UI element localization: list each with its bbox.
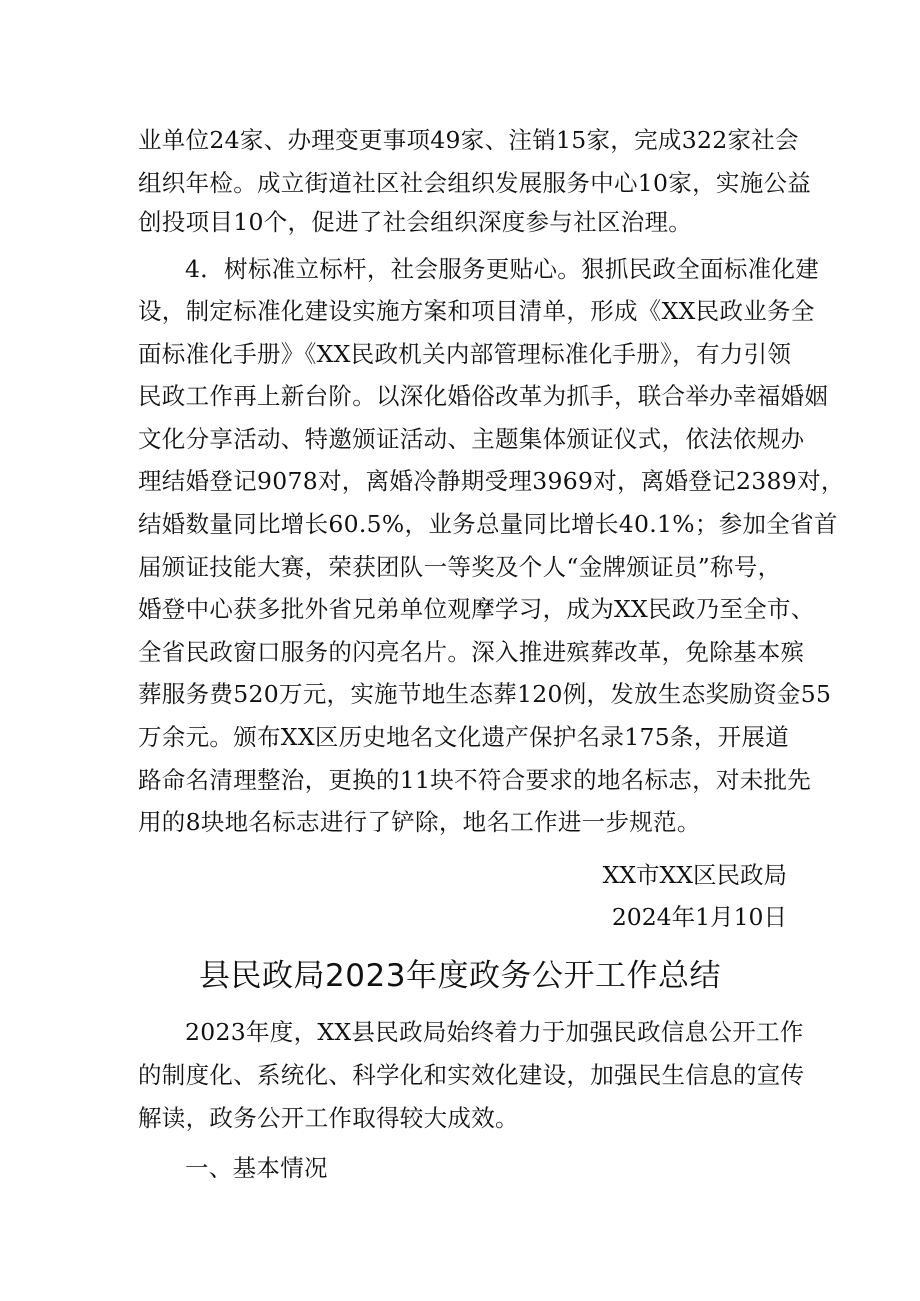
paragraph-line: 路命名清理整治，更换的11块不符合要求的地名标志，对未批先 xyxy=(138,766,812,794)
paragraph-line: 理结婚登记9078对，离婚冷静期受理3969对，离婚登记2389对， xyxy=(138,467,845,495)
paragraph-line: 结婚数量同比增长60.5%，业务总量同比增长40.1%；参加全省首 xyxy=(138,510,838,538)
paragraph-line: 面标准化手册》《XX民政机关内部管理标准化手册》，有力引领 xyxy=(138,340,792,368)
paragraph-line: 组织年检。成立街道社区社会组织发展服务中心10家，实施公益 xyxy=(138,169,812,197)
paragraph-line: 婚登中心获多批外省兄弟单位观摩学习，成为XX民政乃至全市、 xyxy=(138,595,815,623)
paragraph-line: 民政工作再上新台阶。以深化婚俗改革为抓手，联合举办幸福婚姻 xyxy=(138,382,829,410)
paragraph-line: 用的8块地名标志进行了铲除，地名工作进一步规范。 xyxy=(138,808,701,836)
paragraph-line: 业单位24家、办理变更事项49家、注销15家，完成322家社会 xyxy=(138,126,799,154)
signature-date: 2024年1月10日 xyxy=(611,903,787,931)
paragraph-line: 届颁证技能大赛，荣获团队一等奖及个人“金牌颁证员”称号， xyxy=(138,553,782,581)
section-heading: 一、基本情况 xyxy=(185,1154,328,1182)
paragraph-line: 全省民政窗口服务的闪亮名片。深入推进殡葬改革，免除基本殡 xyxy=(138,638,805,666)
signature-org: XX市XX区民政局 xyxy=(602,861,787,889)
paragraph-line: 葬服务费520万元，实施节地生态葬120例，发放生态奖励资金55 xyxy=(138,680,832,708)
paragraph-line: 设，制定标准化建设实施方案和项目清单，形成《XX民政业务全 xyxy=(138,297,815,325)
paragraph-line: 万余元。颁布XX区历史地名文化遗产保护名录175条，开展道 xyxy=(138,723,790,751)
paragraph-line: 文化分享活动、特邀颁证活动、主题集体颁证仪式，依法依规办 xyxy=(138,425,805,453)
paragraph-line: 解读，政务公开工作取得较大成效。 xyxy=(138,1104,519,1132)
paragraph-line: 创投项目10个，促进了社会组织深度参与社区治理。 xyxy=(138,208,693,236)
paragraph-line: 2023年度，XX县民政局始终着力于加强民政信息公开工作 xyxy=(185,1018,804,1046)
paragraph-line: 4．树标准立标杆，社会服务更贴心。狠抓民政全面标准化建 xyxy=(185,255,820,283)
document-title: 县民政局2023年度政务公开工作总结 xyxy=(199,958,721,994)
paragraph-line: 的制度化、系统化、科学化和实效化建设，加强民生信息的宣传 xyxy=(138,1061,805,1089)
